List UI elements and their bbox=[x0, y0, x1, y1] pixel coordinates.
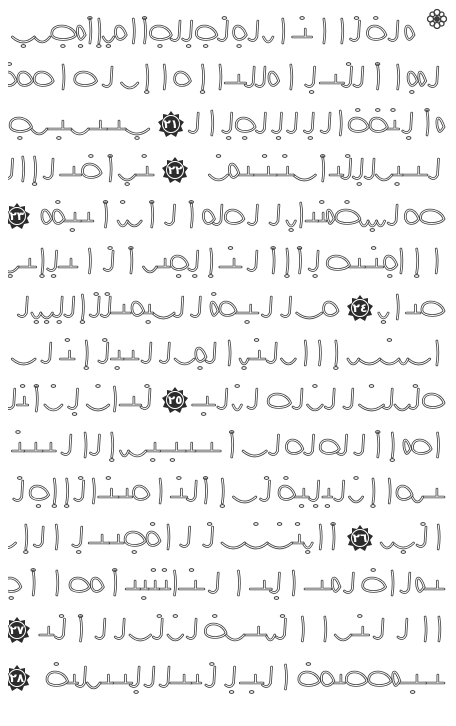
text-line-2 bbox=[8, 56, 448, 100]
calligraphy-line bbox=[8, 15, 418, 49]
calligraphy-line bbox=[8, 153, 448, 187]
text-line-8 bbox=[8, 332, 448, 376]
text-line-15 bbox=[8, 656, 448, 700]
text-line-3 bbox=[8, 102, 448, 146]
ayah-number-marker bbox=[346, 524, 374, 552]
calligraphy-strokes bbox=[8, 475, 448, 509]
ayah-number-marker bbox=[161, 156, 189, 184]
calligraphy-line bbox=[8, 61, 448, 95]
text-line-10 bbox=[8, 424, 448, 468]
calligraphy-line bbox=[8, 613, 448, 647]
text-line-5 bbox=[8, 194, 448, 238]
calligraphy-line bbox=[8, 291, 448, 325]
text-line-14 bbox=[8, 608, 448, 652]
calligraphy-line bbox=[8, 521, 448, 555]
ayah-number: ٢٦ bbox=[352, 531, 368, 545]
calligraphy-strokes bbox=[8, 153, 448, 187]
calligraphy-strokes bbox=[8, 61, 448, 95]
text-line-7 bbox=[8, 286, 448, 330]
text-line-4 bbox=[8, 148, 448, 192]
ayah-number: ٢٧ bbox=[9, 623, 25, 637]
ayah-number-marker bbox=[8, 202, 31, 230]
calligraphy-line bbox=[8, 661, 448, 695]
calligraphy-strokes bbox=[8, 291, 448, 325]
text-line-13 bbox=[8, 562, 448, 606]
text-line-6 bbox=[8, 240, 448, 284]
calligraphy-line bbox=[8, 475, 448, 509]
ayah-number: ٢٥ bbox=[167, 393, 183, 407]
text-line-11 bbox=[8, 470, 448, 514]
ayah-number: ٢٣ bbox=[9, 209, 25, 223]
calligraphy-strokes bbox=[8, 199, 448, 233]
ayah-number: ٢٨ bbox=[9, 671, 25, 685]
calligraphy-strokes bbox=[8, 15, 418, 49]
calligraphy-strokes bbox=[8, 613, 448, 647]
calligraphy-strokes bbox=[8, 107, 448, 141]
calligraphy-strokes bbox=[8, 245, 448, 279]
ayah-number-marker bbox=[161, 386, 189, 414]
calligraphy-strokes bbox=[8, 337, 448, 371]
text-line-9 bbox=[8, 378, 448, 422]
calligraphy-strokes bbox=[8, 383, 448, 417]
flower-rosette-icon bbox=[426, 8, 448, 30]
calligraphy-line bbox=[8, 567, 448, 601]
ayah-number: ٢١ bbox=[163, 117, 179, 131]
calligraphy-line bbox=[8, 199, 448, 233]
ayah-number: ٢٢ bbox=[167, 163, 183, 177]
calligraphy-line bbox=[8, 383, 448, 417]
ayah-number-marker bbox=[157, 110, 185, 138]
calligraphy-strokes bbox=[8, 567, 448, 601]
calligraphy-line bbox=[8, 107, 448, 141]
ayah-number: ٢٤ bbox=[352, 301, 368, 315]
calligraphy-strokes bbox=[8, 429, 448, 463]
ayah-number-marker bbox=[346, 294, 374, 322]
text-line-12 bbox=[8, 516, 448, 560]
ayah-number-marker bbox=[8, 616, 31, 644]
calligraphy-strokes bbox=[8, 521, 448, 555]
calligraphy-line bbox=[8, 337, 448, 371]
text-line-1 bbox=[8, 10, 418, 54]
calligraphy-line bbox=[8, 245, 448, 279]
calligraphy-strokes bbox=[8, 661, 448, 695]
calligraphy-line bbox=[8, 429, 448, 463]
ayah-number-marker bbox=[8, 664, 31, 692]
